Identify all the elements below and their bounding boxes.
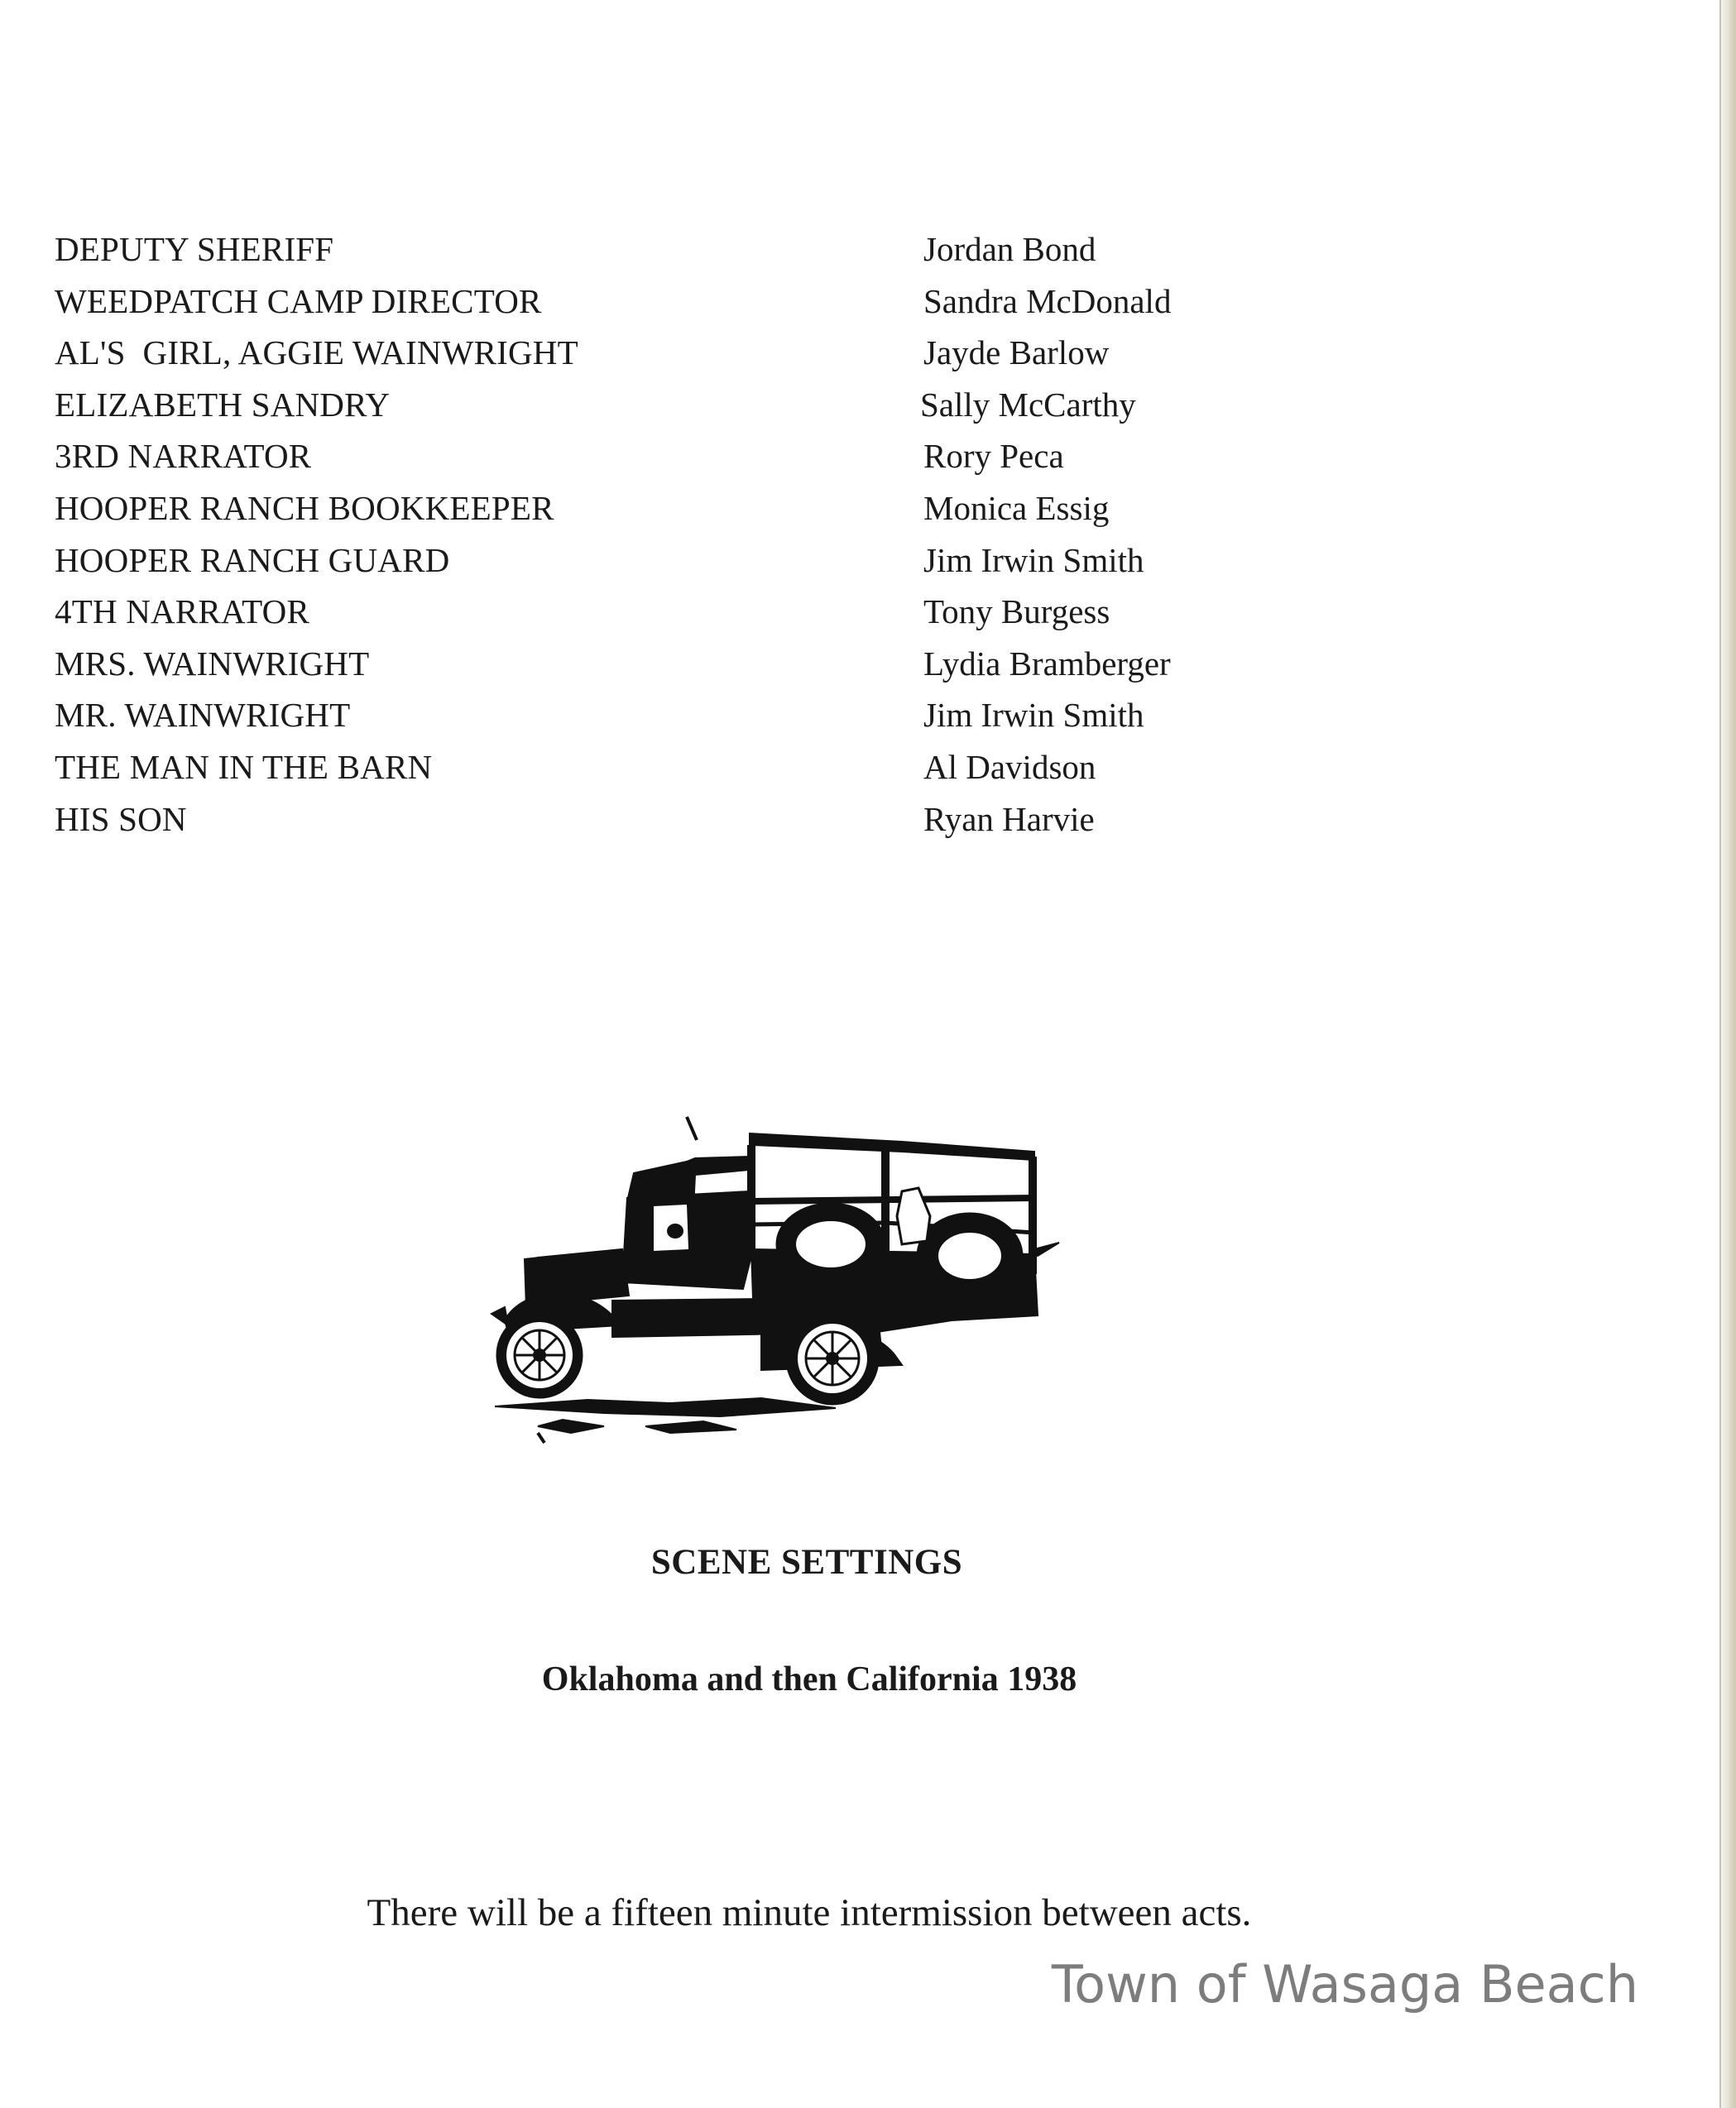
cast-role: HIS SON bbox=[55, 799, 187, 838]
cast-actor: Tony Burgess bbox=[923, 592, 1110, 631]
cast-row bbox=[55, 534, 1238, 587]
cast-role: MR. WAINWRIGHT bbox=[55, 696, 351, 735]
cast-row bbox=[55, 638, 1238, 690]
cast-actor: Ryan Harvie bbox=[923, 799, 1095, 838]
cast-role: 4TH NARRATOR bbox=[55, 592, 310, 631]
cast-role: ELIZABETH SANDRY bbox=[55, 385, 391, 424]
vintage-truck-icon bbox=[488, 1109, 1067, 1456]
cast-row bbox=[55, 379, 1238, 431]
cast-row bbox=[55, 275, 1238, 328]
scene-settings-text: Oklahoma and then California 1938 bbox=[541, 1660, 1077, 1698]
cast-actor: Jim Irwin Smith bbox=[923, 696, 1144, 735]
cast-actor: Monica Essig bbox=[923, 488, 1110, 527]
page-edge bbox=[1721, 0, 1736, 2108]
cast-actor: Jim Irwin Smith bbox=[923, 540, 1144, 579]
cast-actor: Jayde Barlow bbox=[923, 333, 1110, 372]
cast-role: DEPUTY SHERIFF bbox=[55, 230, 334, 268]
cast-row bbox=[55, 586, 1238, 638]
cast-row bbox=[55, 793, 1238, 846]
cast-role: HOOPER RANCH GUARD bbox=[55, 540, 450, 579]
cast-row bbox=[55, 741, 1238, 793]
cast-row bbox=[55, 482, 1238, 534]
watermark: Town of Wasaga Beach bbox=[1051, 1954, 1638, 2015]
cast-actor: Lydia Bramberger bbox=[923, 644, 1171, 683]
cast-actor: Rory Peca bbox=[923, 437, 1064, 476]
cast-role: MRS. WAINWRIGHT bbox=[55, 644, 370, 683]
cast-row bbox=[55, 430, 1238, 482]
intermission-note: There will be a fifteen minute intermission between acts. bbox=[367, 1891, 1252, 1934]
cast-actor: Jordan Bond bbox=[923, 230, 1096, 268]
cast-role: AL'S GIRL, AGGIE WAINWRIGHT bbox=[55, 333, 578, 372]
cast-actor: Sally McCarthy bbox=[920, 385, 1136, 424]
cast-row bbox=[55, 327, 1238, 379]
cast-row bbox=[55, 223, 1238, 275]
cast-role: HOOPER RANCH BOOKKEEPER bbox=[55, 488, 554, 527]
cast-role: THE MAN IN THE BARN bbox=[55, 747, 433, 786]
scene-settings-heading: SCENE SETTINGS bbox=[650, 1543, 963, 1582]
cast-role: 3RD NARRATOR bbox=[55, 437, 312, 476]
cast-role: WEEDPATCH CAMP DIRECTOR bbox=[55, 281, 542, 320]
cast-list bbox=[55, 223, 1238, 845]
cast-actor: Al Davidson bbox=[923, 747, 1096, 786]
cast-row bbox=[55, 689, 1238, 741]
cast-actor: Sandra McDonald bbox=[923, 281, 1172, 320]
